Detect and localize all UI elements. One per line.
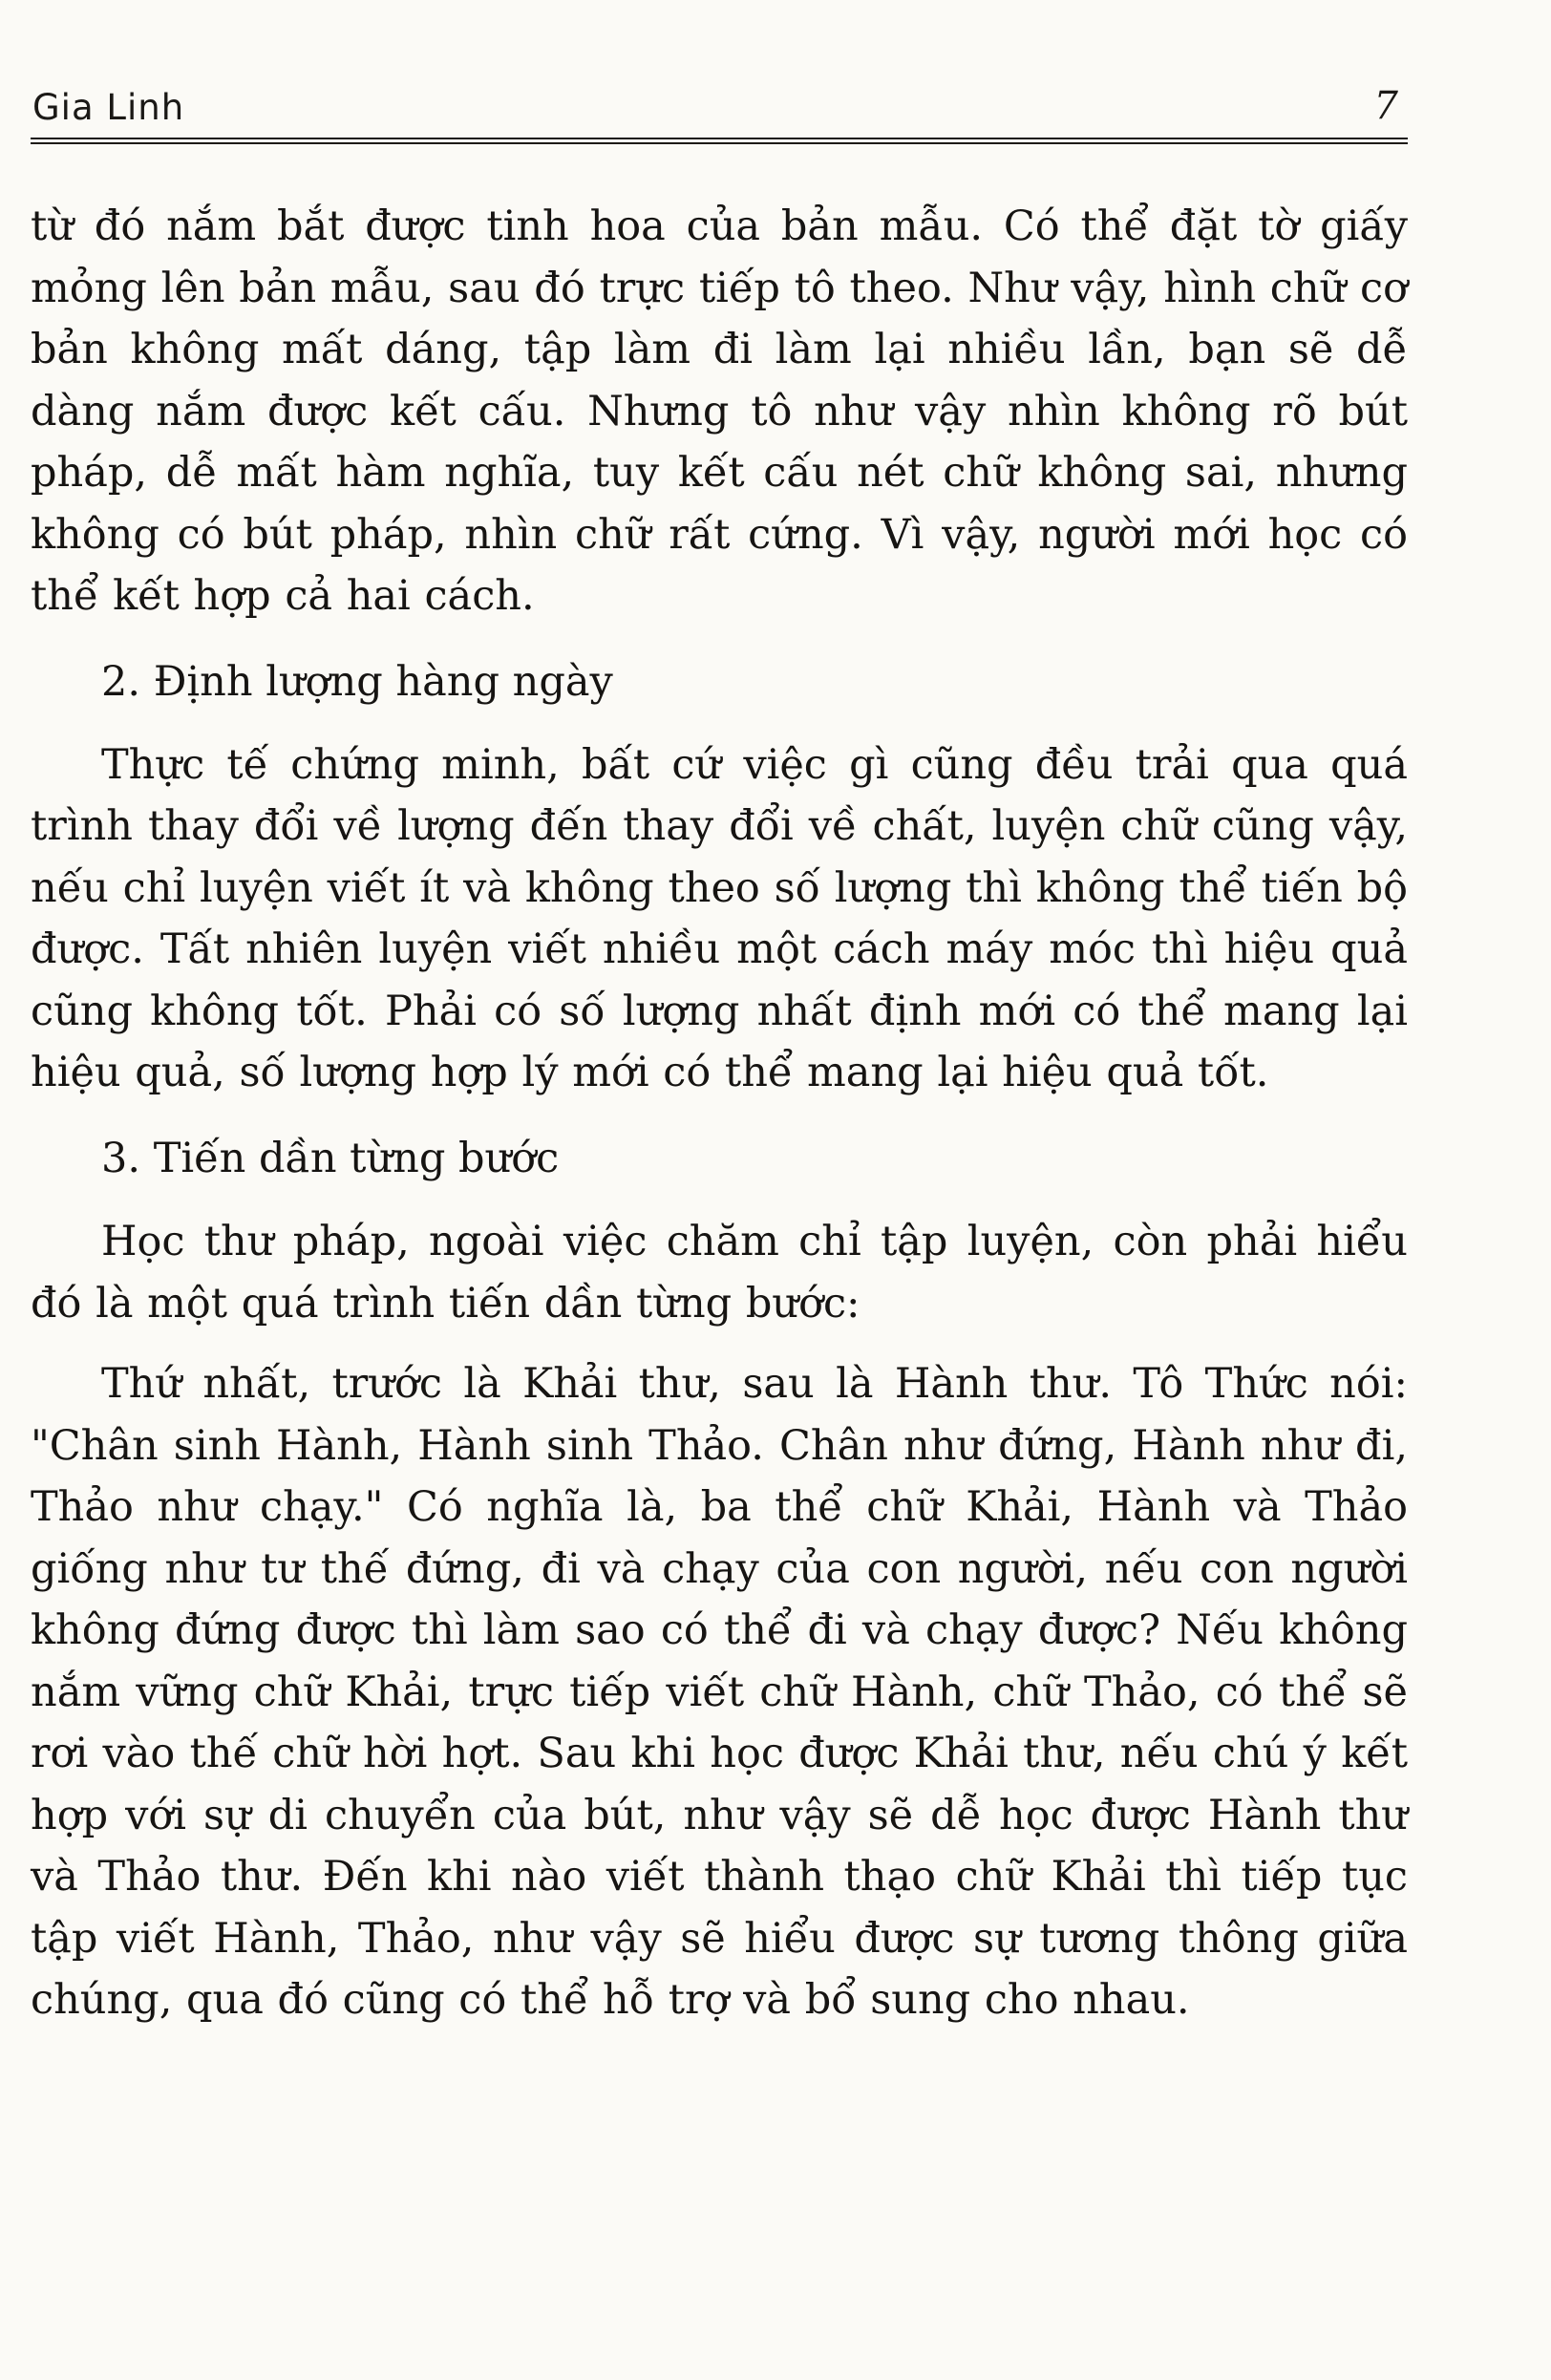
paragraph: Thực tế chứng minh, bất cứ việc gì cũng đều trải qua quá trình thay đổi về lượng đến thay đổi về chất, luyện chữ cũng vậy, nếu chỉ luyện viết ít và không theo số lượng thì không thể tiến bộ được. Tất nhiên luyện viết nhiều một cách máy móc thì hiệu quả cũng không tốt. Phải có số lượng nhất định mới có thể mang lại hiệu quả, số lượng hợp lý mới có thể mang lại hiệu quả tốt. — [31, 740, 1408, 1097]
paragraph: Học thư pháp, ngoài việc chăm chỉ tập luyện, còn phải hiểu đó là một quá trình tiến dần từng bước: — [31, 1218, 1408, 1328]
section-heading: 3. Tiến dần từng bước — [101, 1134, 560, 1182]
running-title: Gia Linh — [32, 87, 185, 128]
paragraph: từ đó nắm bắt được tinh hoa của bản mẫu. Có thể đặt tờ giấy mỏng lên bản mẫu, sau đó trực tiếp tô theo. Như vậy, hình chữ cơ bản không mất dáng, tập làm đi làm lại nhiều lần, bạn sẽ dễ dàng nắm được kết cấu. Nhưng tô như vậy nhìn không rõ bút pháp, dễ mất hàm nghĩa, tuy kết cấu nét chữ không sai, nhưng không có bút pháp, nhìn chữ rất cứng. Vì vậy, người mới học có thể kết hợp cả hai cách. — [31, 202, 1408, 620]
section-heading: 2. Định lượng hàng ngày — [101, 657, 613, 706]
page-number: 7 — [1373, 84, 1398, 128]
paragraph: Thứ nhất, trước là Khải thư, sau là Hành thư. Tô Thức nói: "Chân sinh Hành, Hành sinh Thảo. Chân như đứng, Hành như đi, Thảo như chạy." Có nghĩa là, ba thể chữ Khải, Hành và Thảo giống như tư thế đứng, đi và chạy của con người, nếu con người không đứng được thì làm sao có thể đi và chạy được? Nếu không nắm vững chữ Khải, trực tiếp viết chữ Hành, chữ Thảo, có thể sẽ rơi vào thế chữ hời hợt. Sau khi học được Khải thư, nếu chú ý kết hợp với sự di chuyển của bút, như vậy sẽ dễ học được Hành thư và Thảo thư. Đến khi nào viết thành thạo chữ Khải thì tiếp tục tập viết Hành, Thảo, như vậy sẽ hiểu được sự tương thông giữa chúng, qua đó cũng có thể hỗ trợ và bổ sung cho nhau. — [31, 1360, 1408, 2025]
page-header — [31, 84, 1408, 138]
header-rule — [31, 138, 1408, 144]
